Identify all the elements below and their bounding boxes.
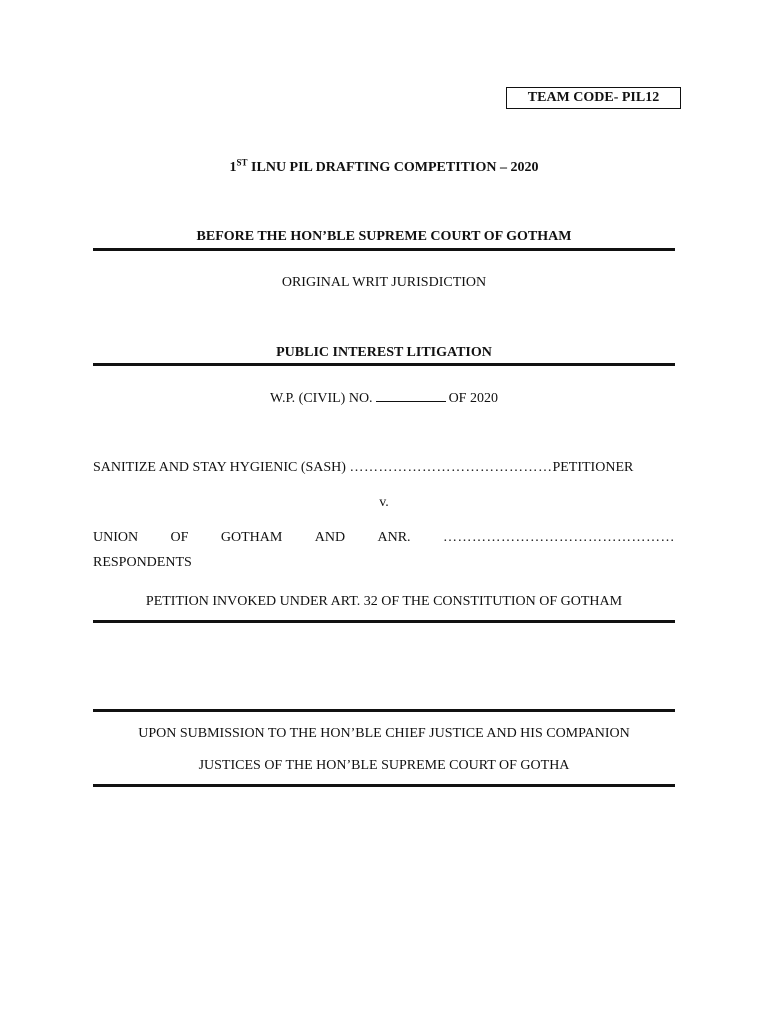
petition-basis: PETITION INVOKED UNDER ART. 32 OF THE CONSTITUTION OF GOTHAM xyxy=(145,594,623,609)
litigation-type: PUBLIC INTEREST LITIGATION xyxy=(276,345,492,360)
petitioner-dots: …………………………………… xyxy=(349,460,553,475)
writ-petition-number xyxy=(93,390,675,407)
writ-petition-suffix: OF 2020 xyxy=(448,391,498,406)
respondents-role: RESPONDENTS xyxy=(93,555,192,570)
competition-title xyxy=(93,157,675,176)
writ-petition-prefix: W.P. (CIVIL) NO. xyxy=(270,391,373,406)
divider-rule xyxy=(93,363,675,366)
petition-number-blank xyxy=(376,390,446,402)
divider-rule xyxy=(93,784,675,787)
competition-ordinal-suffix: ST xyxy=(236,157,248,168)
respondents-line xyxy=(93,530,675,546)
court-heading: BEFORE THE HON’BLE SUPREME COURT OF GOTHAM xyxy=(196,229,572,244)
submission-line-1: UPON SUBMISSION TO THE HON’BLE CHIEF JUSTICE AND HIS COMPANION xyxy=(138,726,630,741)
team-code-box: TEAM CODE- PIL12 xyxy=(506,87,681,109)
respondent-word: ANR. xyxy=(377,530,411,545)
petitioner-line xyxy=(93,460,675,476)
petitioner-role: PETITIONER xyxy=(552,460,634,475)
petitioner-name: SANITIZE AND STAY HYGIENIC (SASH) xyxy=(93,460,346,475)
respondent-word: UNION xyxy=(93,530,139,545)
divider-rule xyxy=(93,248,675,251)
submission-line-2: JUSTICES OF THE HON’BLE SUPREME COURT OF GOTHA xyxy=(198,758,570,773)
competition-ordinal-number: 1 xyxy=(229,160,237,175)
respondents-dots: ………………………………………… xyxy=(442,530,675,545)
respondent-word: OF xyxy=(170,530,189,545)
competition-title-text: ILNU PIL DRAFTING COMPETITION – 2020 xyxy=(247,160,539,175)
respondent-word: GOTHAM xyxy=(220,530,283,545)
jurisdiction-line: ORIGINAL WRIT JURISDICTION xyxy=(281,275,487,290)
divider-rule xyxy=(93,709,675,712)
versus-label: v. xyxy=(379,495,389,510)
divider-rule xyxy=(93,620,675,623)
respondent-word: AND xyxy=(314,530,346,545)
